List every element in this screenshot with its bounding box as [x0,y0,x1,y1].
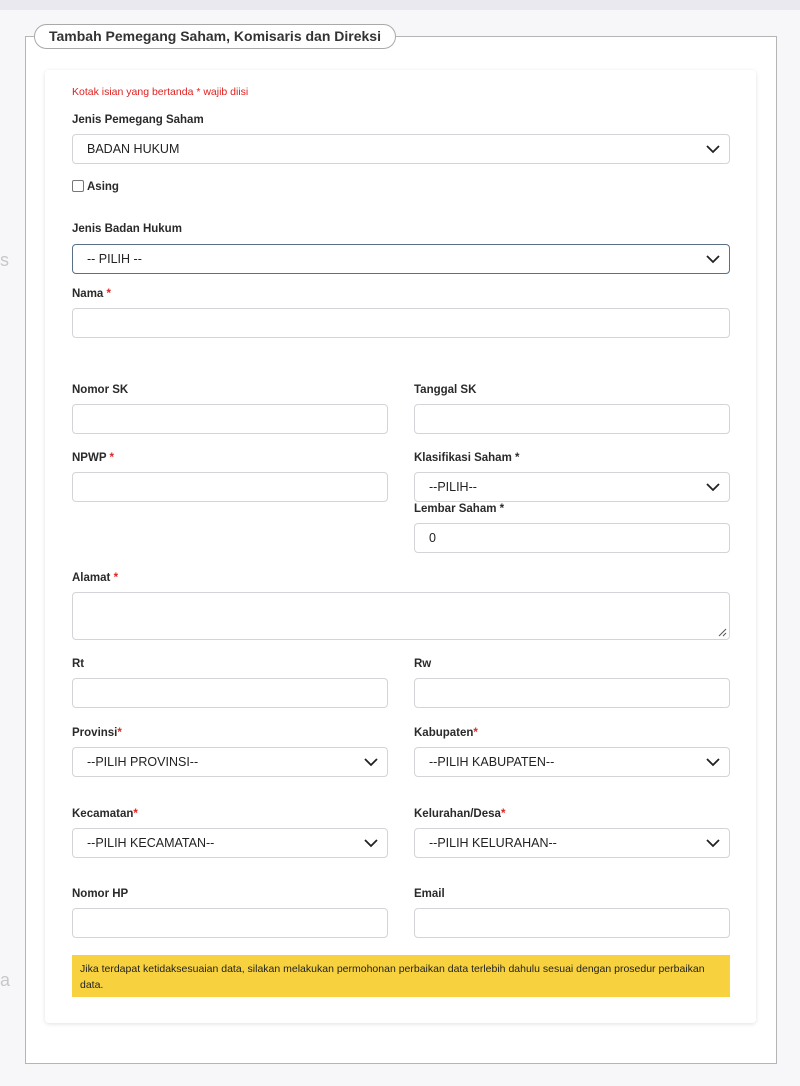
jenis-badan-hukum-label: Jenis Badan Hukum [72,223,182,235]
jenis-badan-hukum-select[interactable] [72,244,730,274]
required-asterisk: * [117,727,122,739]
required-asterisk: * [473,727,478,739]
required-asterisk: * [106,288,112,300]
kabupaten-value: --PILIH KABUPATEN-- [429,755,555,769]
provinsi-value: --PILIH PROVINSI-- [87,755,199,769]
lembar-saham-label: Lembar Saham * [414,503,505,515]
email-input[interactable] [414,908,730,938]
jenis-pemegang-saham-value: BADAN HUKUM [87,142,180,156]
rw-input[interactable] [414,678,730,708]
tanggal-sk-input[interactable] [414,404,730,434]
kelurahan-select[interactable] [414,828,730,858]
chevron-down-icon [363,755,379,769]
kabupaten-label: Kabupaten* [414,727,478,739]
kecamatan-label: Kecamatan* [72,808,138,820]
chevron-down-icon [705,755,721,769]
tanggal-sk-label: Tanggal SK [414,384,477,396]
kelurahan-label: Kelurahan/Desa* [414,808,506,820]
required-asterisk: * [109,452,114,464]
jenis-pemegang-saham-select[interactable] [72,134,730,164]
kabupaten-select[interactable] [414,747,730,777]
chevron-down-icon [705,836,721,850]
resize-grip-icon[interactable] [717,627,727,637]
required-asterisk: * [500,808,506,820]
kelurahan-value: --PILIH KELURAHAN-- [429,836,557,850]
npwp-input[interactable] [72,472,388,502]
klasifikasi-saham-select[interactable] [414,472,730,502]
kecamatan-select[interactable] [72,828,388,858]
nomor-sk-input[interactable] [72,404,388,434]
nama-label: Nama * [72,288,112,300]
rt-input[interactable] [72,678,388,708]
email-label: Email [414,888,445,900]
alamat-label: Alamat * [72,572,119,584]
chevron-down-icon [705,252,721,266]
alamat-textarea[interactable] [72,592,730,640]
npwp-label: NPWP * [72,452,114,464]
nomor-hp-label: Nomor HP [72,888,129,900]
required-note: Kotak isian yang bertanda * wajib diisi [72,86,249,98]
nomor-hp-input[interactable] [72,908,388,938]
required-asterisk: * [133,808,138,820]
jenis-pemegang-saham-label: Jenis Pemegang Saham [72,114,204,126]
asing-checkbox[interactable] [72,180,84,192]
provinsi-select[interactable] [72,747,388,777]
form-legend: Tambah Pemegang Saham, Komisaris dan Direksi [34,24,396,49]
rw-label: Rw [414,658,432,670]
chevron-down-icon [363,836,379,850]
data-correction-notice: Jika terdapat ketidaksesuaian data, silakan melakukan permohonan perbaikan data terlebih dahulu sesuai dengan prosedur perbaikan data. [72,955,730,997]
chevron-down-icon [705,142,721,156]
provinsi-label: Provinsi* [72,727,122,739]
klasifikasi-saham-value: --PILIH-- [429,480,477,494]
jenis-badan-hukum-value: -- PILIH -- [87,252,142,266]
background-ghost-text: s [0,250,9,270]
lembar-saham-input[interactable]: 0 [414,523,730,553]
background-ghost-text: a [0,970,11,990]
required-asterisk: * [113,572,119,584]
asing-label: Asing [87,181,119,193]
nomor-sk-label: Nomor SK [72,384,129,396]
rt-label: Rt [72,658,85,670]
chevron-down-icon [705,480,721,494]
klasifikasi-saham-label: Klasifikasi Saham * [414,452,520,464]
nama-input[interactable] [72,308,730,338]
kecamatan-value: --PILIH KECAMATAN-- [87,836,215,850]
